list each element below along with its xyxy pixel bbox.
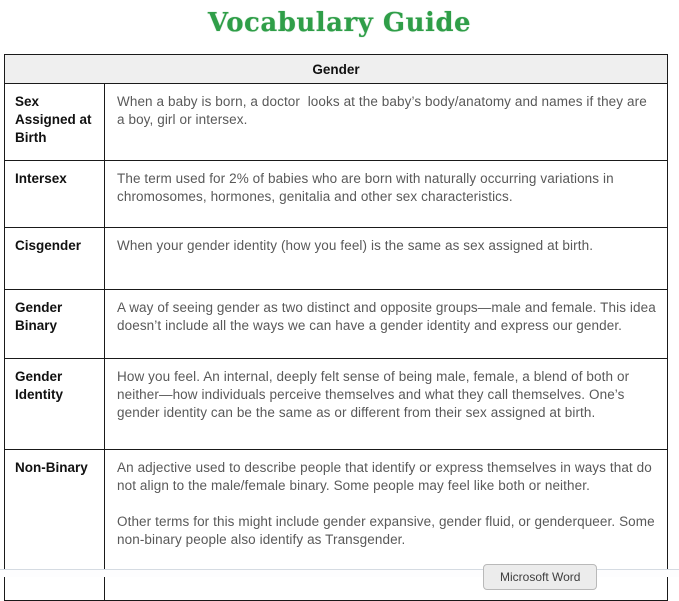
term-cell: Sex Assigned at Birth: [5, 84, 105, 160]
table-body: [5, 84, 667, 600]
page-title: Vocabulary Guide: [207, 8, 472, 38]
term-cell: Cisgender: [5, 228, 105, 289]
definition-cell: The term used for 2% of babies who are born with naturally occurring variations in chromosomes, hormones, genitalia and other sex characteristics.: [117, 171, 618, 205]
definition-cell: When your gender identity (how you feel) is the same as sex assigned at birth.: [117, 238, 594, 253]
table-header-gender: Gender: [5, 55, 667, 84]
table-row: [5, 228, 667, 290]
term-cell: Gender Identity: [5, 359, 105, 449]
table-row: [5, 84, 667, 161]
definition-cell: When a baby is born, a doctor looks at the baby’s body/anatomy and names if they are a boy, girl or intersex.: [117, 94, 651, 128]
term-cell: Gender Binary: [5, 290, 105, 358]
term-cell: Intersex: [5, 161, 105, 227]
microsoft-word-tooltip: Microsoft Word: [483, 564, 597, 590]
definition-cell: An adjective used to describe people that identify or express themselves in ways that do not align to the male/female binary. Some people may feel like both or neither. Other terms for this might include gender expansive, gender fluid, or genderqueer. Some non-binary people also identify as Transgender.: [117, 460, 659, 548]
definition-cell: A way of seeing gender as two distinct and opposite groups—male and female. This idea doesn’t include all the ways we can have a gender identity and express our gender.: [117, 300, 660, 334]
definition-cell: How you feel. An internal, deeply felt sense of being male, female, a blend of both or neither—how individuals perceive themselves and what they call themselves. One’s gender identity can be the same as or different from their sex assigned at birth.: [117, 369, 634, 421]
table-row: [5, 359, 667, 450]
table-row: [5, 161, 667, 228]
term-cell: Non-Binary: [5, 450, 105, 600]
vocabulary-table: [4, 54, 668, 601]
table-row: [5, 290, 667, 359]
